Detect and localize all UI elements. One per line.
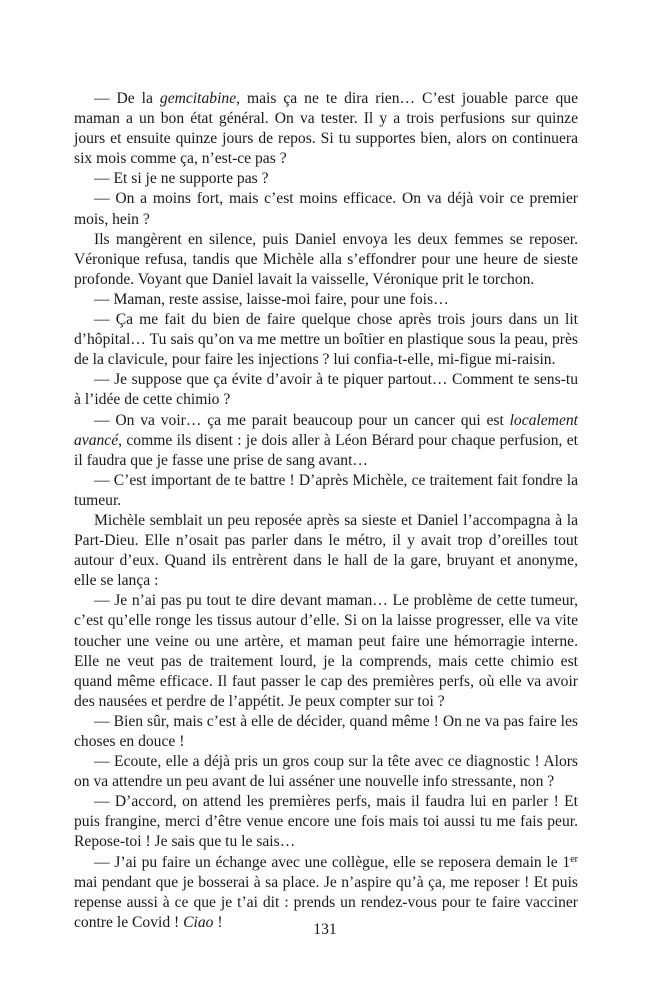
text-run: , comme ils disent : je dois aller à Léon Bérard pour chaque perfusion, et il faudra que je fasse une prise de sang avant… [74, 431, 578, 469]
text-run: — Ecoute, elle a déjà pris un gros coup sur la tête avec ce diagnostic ! Alors on va attendre un peu avant de lui asséner une nouvelle info stressante, non ? [74, 753, 578, 791]
paragraph [74, 752, 578, 792]
text-run: — On a moins fort, mais c’est moins efficace. On va déjà voir ce premier mois, hein ? [74, 190, 578, 228]
text-run: — De la [94, 90, 160, 107]
paragraph [74, 471, 578, 511]
paragraph [74, 792, 578, 852]
text-run: Michèle semblait un peu reposée après sa sieste et Daniel l’accompagna à la Part-Dieu. Elle n’osait pas parler dans le métro, il y avait trop d’oreilles tout autour d’eux. Quand ils entrèrent dans le hall de la gare, bruyant et anonyme, elle se lança : [74, 511, 578, 590]
text-run: ! [213, 913, 223, 931]
paragraph [74, 370, 578, 410]
paragraph [74, 290, 578, 310]
paragraph [74, 591, 578, 712]
text-run: — Et si je ne supporte pas ? [94, 170, 269, 188]
text-run: , mais ça ne te dira rien… C’est jouable parce que maman a un bon état général. On va tester. Il y a trois perfusions sur quinze jours et ensuite quinze jours de repos. Si tu supportes bien, alors on continuera six mois comme ça, n’est-ce pas ? [74, 90, 579, 168]
paragraph [74, 411, 578, 471]
text-run: — C’est important de te battre ! D’après Michèle, ce traitement fait fondre la tumeur. [74, 471, 578, 509]
text-run: — J’ai pu faire un échange avec une collègue, elle se reposera demain le 1 [94, 853, 571, 871]
superscript-text: er [570, 853, 578, 865]
text-run: — Bien sûr, mais c’est à elle de décider, quand même ! On ne va pas faire les choses en douce ! [74, 712, 578, 750]
italic-text: gemcitabine [159, 90, 237, 107]
text-run: — D’accord, on attend les premières perfs, mais il faudra lui en parler ! Et puis frangine, merci d’être venue encore une fois mais toi aussi tu me fais peur. Repose-toi ! Je sais que tu le sais… [74, 793, 578, 851]
page-body [74, 89, 578, 933]
text-run: — Ça me fait du bien de faire quelque chose après trois jours dans un lit d’hôpital… Tu sais qu’on va me mettre un boîtier en plastique sous la peau, près de la clavicule, pour faire les injections ? lui confia-t-elle, mi-figue mi-raisin. [74, 311, 578, 369]
text-run: — On va voir… ça me parait beaucoup pour un cancer qui est [94, 411, 510, 429]
italic-text: Ciao [183, 913, 214, 931]
paragraph [74, 511, 578, 591]
text-run: — Je n’ai pas pu tout te dire devant maman… Le problème de cette tumeur, c’est qu’elle ronge les tissus autour d’elle. Si on la laisse progresser, elle va vite toucher une veine ou une artère, et maman peut faire une hémorragie interne. Elle ne veut pas de traitement lourd, je la comprends, mais cette chimio est quand même efficace. Il faut passer le cap des premières perfs, où elle va avoir des nausées et perdre de l’appétit. Je peux compter sur toi ? [74, 592, 578, 710]
paragraph [74, 89, 578, 169]
page-number: 131 [313, 921, 337, 938]
text-run: mai pendant que je bosserai à sa place. Je n’aspire qu’à ça, me reposer ! Et puis repense aussi à ce que je t’ai dit : prends un rendez-vous pour te faire vacciner contre le Covid ! [74, 873, 578, 931]
paragraph [74, 310, 578, 370]
text-run: Ils mangèrent en silence, puis Daniel envoya les deux femmes se reposer. Véronique refusa, tandis que Michèle alla s’effondrer pour une heure de sieste profonde. Voyant que Daniel lavait la vaisselle, Véronique prit le torchon. [74, 230, 578, 288]
paragraph [74, 169, 578, 189]
paragraph [74, 230, 578, 290]
paragraph [74, 712, 578, 752]
text-run: — Je suppose que ça évite d’avoir à te piquer partout… Comment te sens-tu à l’idée de cette chimio ? [74, 371, 578, 409]
italic-text: localement avancé [74, 411, 578, 449]
paragraph [74, 189, 578, 229]
text-run: — Maman, reste assise, laisse-moi faire, pour une fois… [94, 290, 449, 308]
